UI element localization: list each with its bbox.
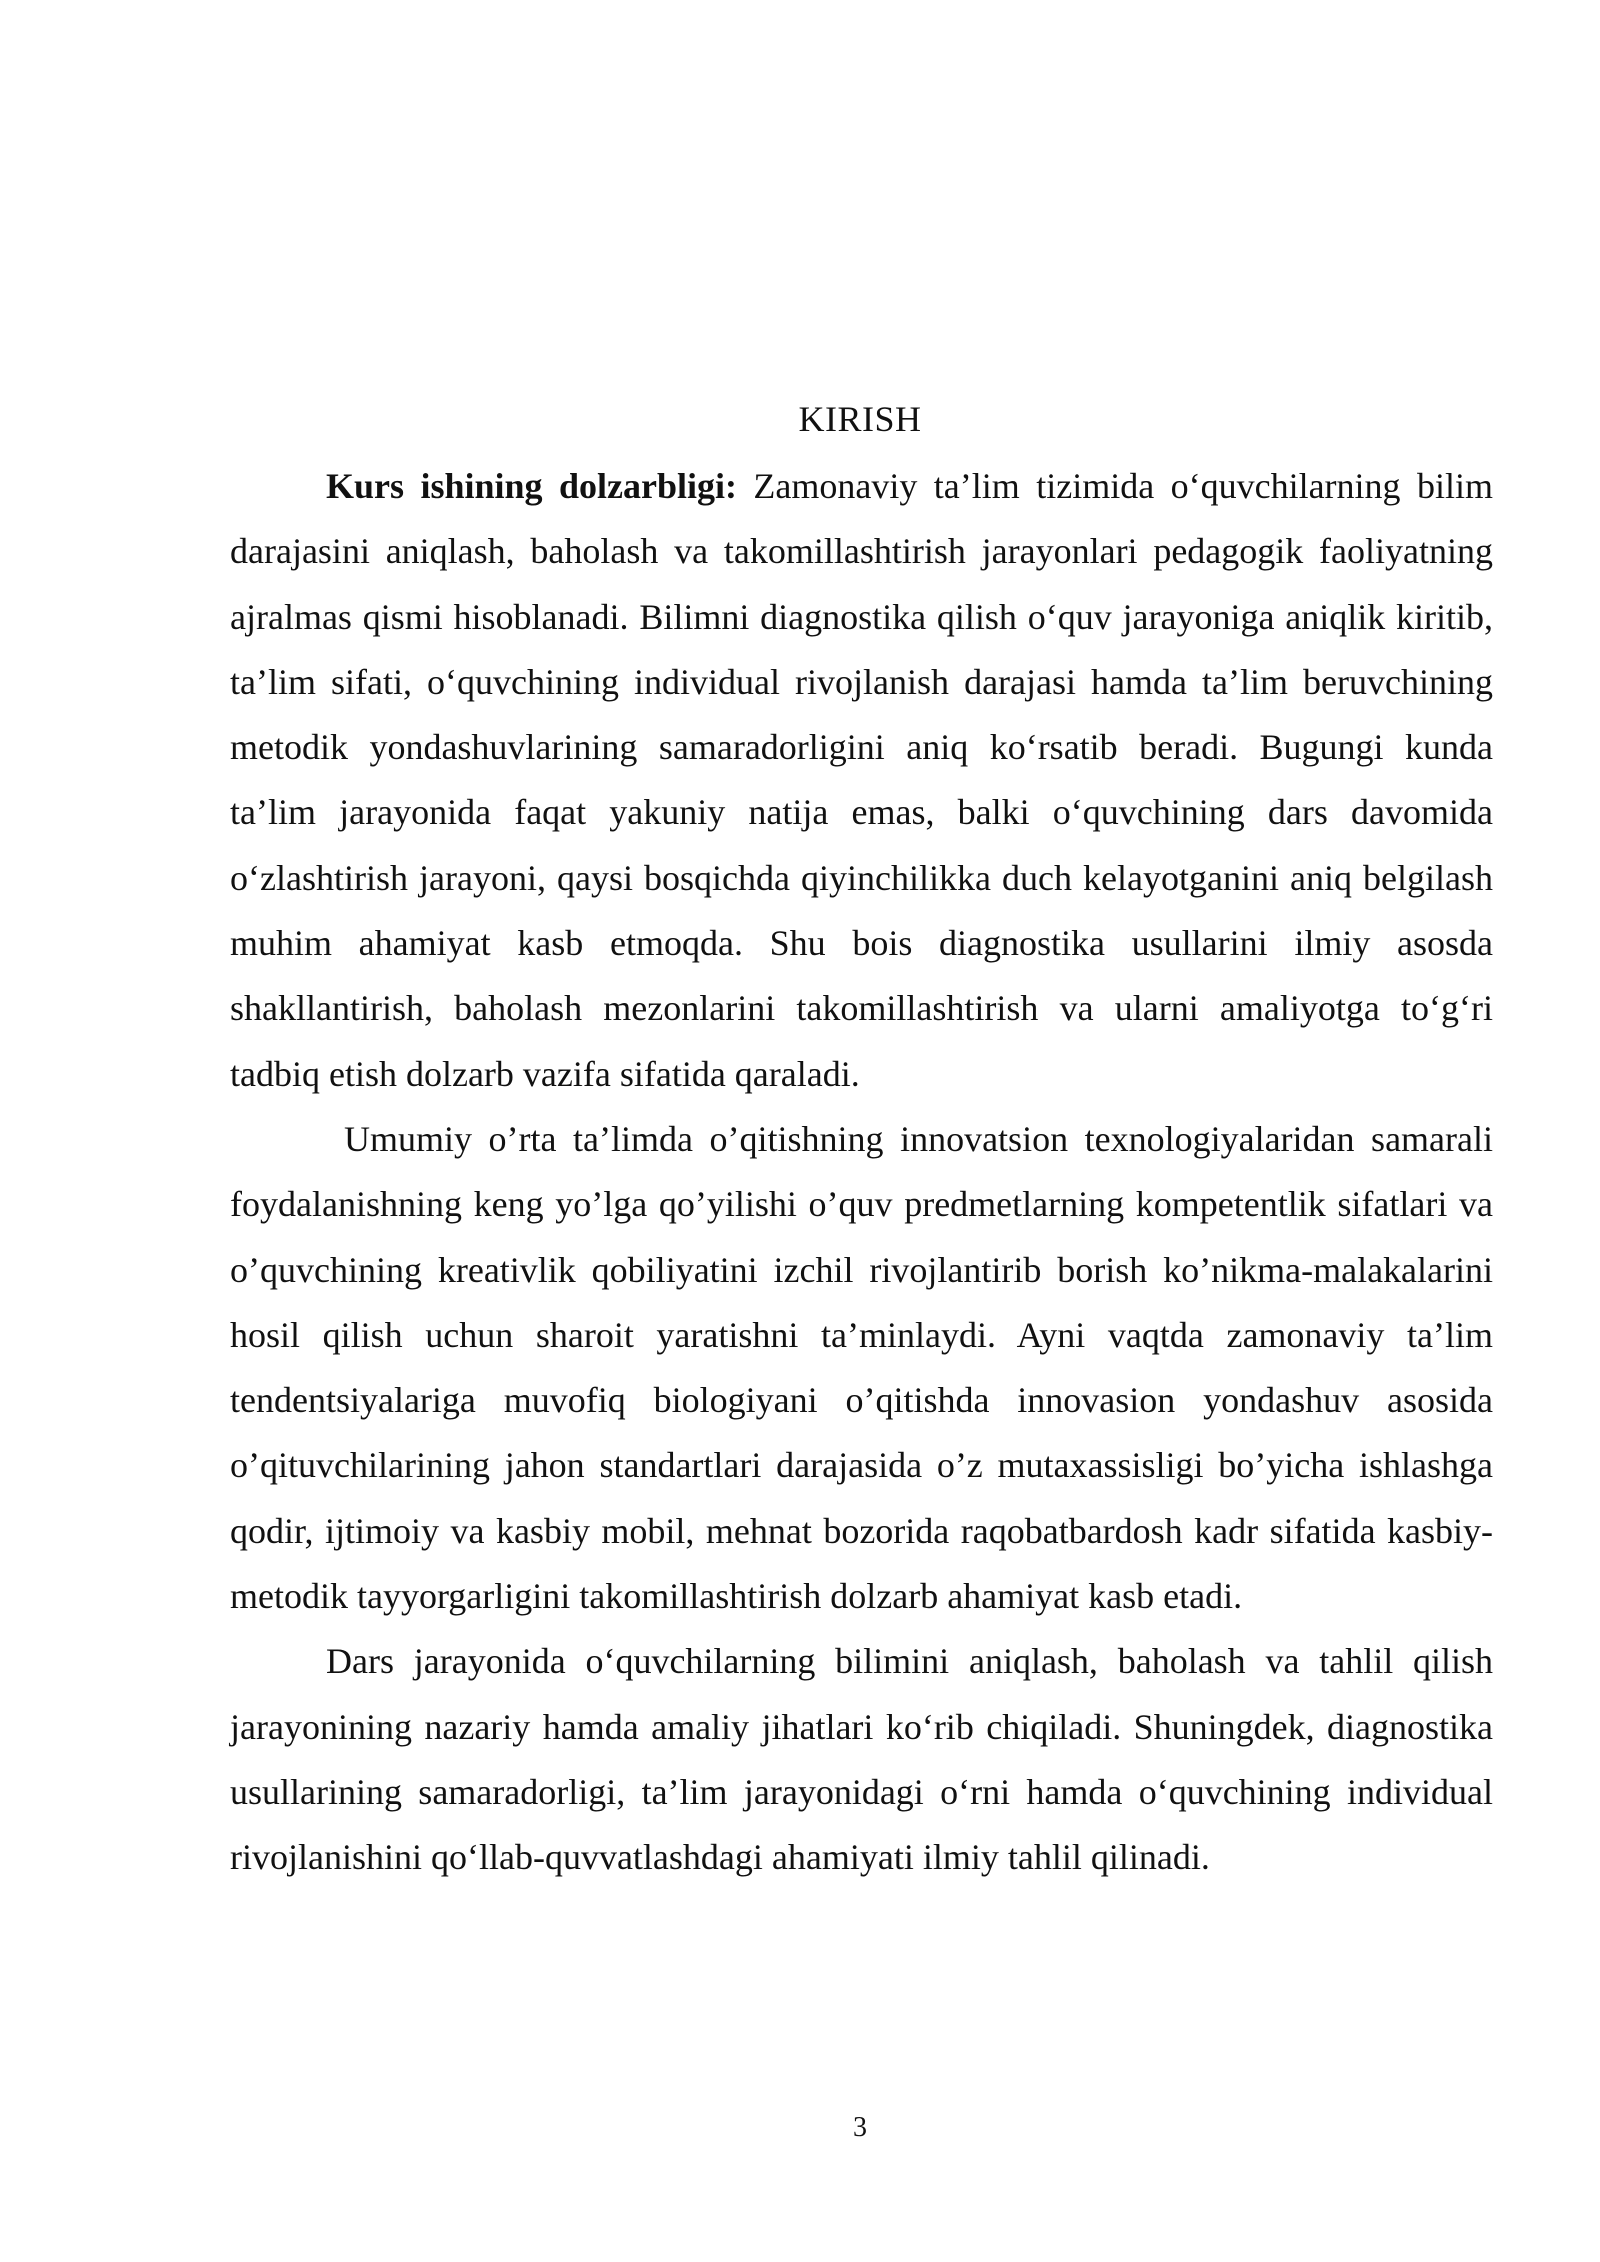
paragraph-1-text: Zamonaviy ta’lim tizimida o‘quvchilarning bilim darajasini aniqlash, baholash va takomillashtirish jarayonlari pedagogik faoliyatning ajralmas qismi hisoblanadi. Bilimni diagnostika qilish o‘quv jarayoniga aniqlik kiritib, ta’lim sifati, o‘quvchining individual rivojlanish darajasi hamda ta’lim beruvchining metodik yondashuvlarining samaradorligini aniq ko‘rsatib beradi. Bugungi kunda ta’lim jarayonida faqat yakuniy natija emas, balki o‘quvchining dars davomida o‘zlashtirish jarayoni, qaysi bosqichda qiyinchilikka duch kelayotganini aniq belgilash muhim ahamiyat kasb etmoqda. Shu bois diagnostika usullarini ilmiy asosda shakllantirish, baholash mezonlarini takomillashtirish va ularni amaliyotga to‘g‘ri tadbiq etish dolzarb vazifa sifatida qaraladi. xyxy=(230,466,1493,1094)
paragraph-2: Umumiy o’rta ta’limda o’qitishning innovatsion texnologiyalaridan samarali foydalanishning keng yo’lga qo’yilishi o’quv predmetlarning kompetentlik sifatlari va o’quvchining kreativlik qobiliyatini izchil rivojlantirib borish ko’nikma-malakalarini hosil qilish uchun sharoit yaratishni ta’minlaydi. Ayni vaqtda zamonaviy ta’lim tendentsiyalariga muvofiq biologiyani o’qitishda innovasion yondashuv asosida o’qituvchilarining jahon standartlari darajasida o’z mutaxassisligi bo’yicha ishlashga qodir, ijtimoiy va kasbiy mobil, mehnat bozorida raqobatbardosh kadr sifatida kasbiy-metodik tayyorgarligini takomillashtirish dolzarb ahamiyat kasb etadi. xyxy=(230,1118,1493,1617)
paragraph-3: Dars jarayonida o‘quvchilarning bilimini aniqlash, baholash va tahlil qilish jarayonining nazariy hamda amaliy jihatlari ko‘rib chiqiladi. Shuningdek, diagnostika usullarining samaradorligi, ta’lim jarayonidagi o‘rni hamda o‘quvchining individual rivojlanishini qo‘llab-quvvatlashdagi ahamiyati ilmiy tahlil qilinadi. xyxy=(230,1641,1493,1878)
document-body xyxy=(230,454,1493,1891)
page-title: KIRISH xyxy=(798,399,922,439)
paragraph-1-lead: Kurs ishining dolzarbligi: xyxy=(326,466,737,506)
page-number: 3 xyxy=(853,2112,867,2143)
paragraph-1 xyxy=(230,454,1493,1107)
